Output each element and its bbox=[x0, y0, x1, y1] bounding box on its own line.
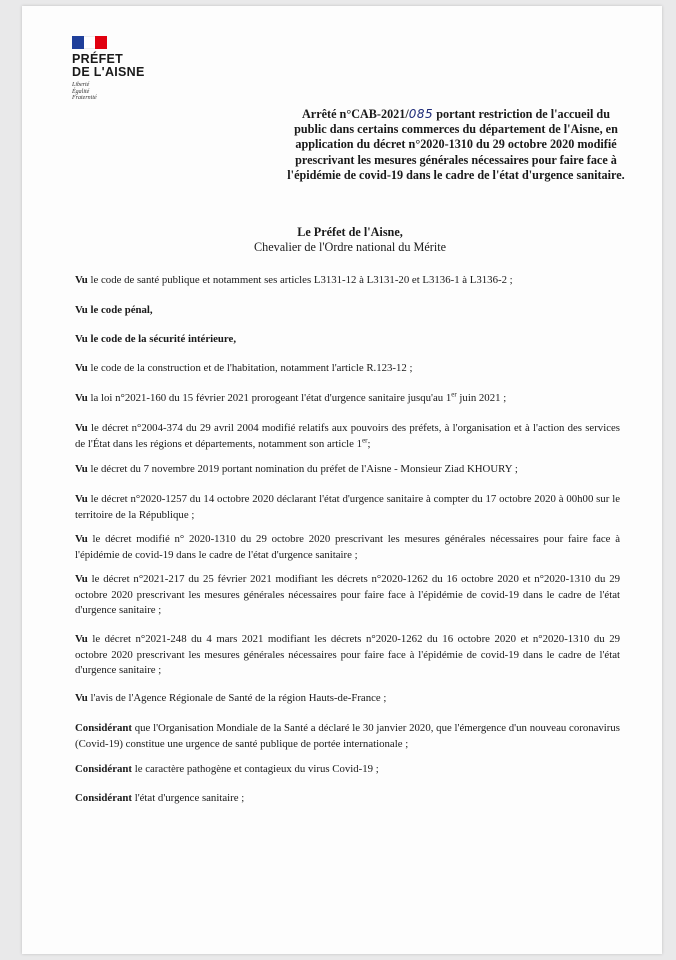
decree-title-rest: portant restriction de l'accueil du public dans certains commerces du département de l'Aisne, en application du décret n°2020-1310 du 29 octobre 2020 modifié prescrivant les mesures générales nécessaires pour faire face à l'épidémie de covid-19 dans le cadre de l'état d'urgence sanitaire. bbox=[287, 107, 625, 182]
handwritten-decree-number: 085 bbox=[408, 107, 434, 121]
recital-keyword: Considérant bbox=[75, 792, 132, 804]
recital-keyword: Vu bbox=[75, 692, 88, 704]
motto-fraternite: Fraternité bbox=[72, 95, 97, 101]
signatory-block bbox=[230, 225, 470, 255]
recital-keyword: Vu bbox=[75, 422, 88, 434]
recital-text: le décret n°2020-1257 du 14 octobre 2020 déclarant l'état d'urgence sanitaire à compter du 17 octobre 2020 à 00h00 sur le territoire de la République ; bbox=[75, 493, 620, 521]
recital-superscript: er bbox=[451, 390, 457, 399]
recital-vu bbox=[75, 572, 620, 619]
document-page bbox=[22, 6, 662, 954]
recital-considerant bbox=[75, 721, 620, 752]
recital-text: le code pénal, bbox=[87, 304, 153, 316]
logo-title-line2: DE L'AISNE bbox=[72, 65, 145, 79]
motto-egalite: Égalité bbox=[72, 88, 90, 95]
recital-text: la loi n°2021-160 du 15 février 2021 prorogeant l'état d'urgence sanitaire jusqu'au 1 bbox=[87, 392, 452, 404]
recital-vu bbox=[75, 273, 620, 289]
signatory-order: Chevalier de l'Ordre national du Mérite bbox=[253, 240, 447, 254]
recital-text: l'avis de l'Agence Régionale de Santé de la région Hauts-de-France ; bbox=[87, 692, 387, 704]
recital-keyword: Vu bbox=[75, 362, 88, 374]
recital-keyword: Vu bbox=[75, 493, 88, 505]
recital-vu bbox=[75, 421, 620, 452]
recital-text: que l'Organisation Mondiale de la Santé a déclaré le 30 janvier 2020, que l'émergence d'un nouveau coronavirus (Covid-19) constitue une urgence de santé publique de portée internationale ; bbox=[75, 722, 620, 750]
recital-vu bbox=[75, 532, 620, 563]
recital-keyword: Vu bbox=[75, 573, 88, 585]
recital-text: le décret modifié n° 2020-1310 du 29 octobre 2020 prescrivant les mesures générales nécessaires pour faire face à l'épidémie de covid-19 dans le cadre de l'état d'urgence sanitaire ; bbox=[75, 533, 620, 561]
recital-vu bbox=[75, 462, 620, 478]
recital-text-after: juin 2021 ; bbox=[456, 392, 507, 404]
recital-keyword: Considérant bbox=[75, 722, 132, 734]
recital-text: le décret n°2004-374 du 29 avril 2004 modifié relatifs aux pouvoirs des préfets, à l'organisation et à l'action des services de l'État dans les régions et départements, notamment son article 1 bbox=[75, 422, 620, 450]
recital-vu bbox=[75, 632, 620, 679]
recital-keyword: Vu bbox=[75, 304, 88, 316]
recital-vu bbox=[75, 361, 620, 377]
recital-text: le caractère pathogène et contagieux du virus Covid-19 ; bbox=[132, 763, 379, 775]
motto-liberte: Liberté bbox=[72, 82, 90, 88]
recital-vu bbox=[75, 691, 620, 707]
recital-text: le décret n°2021-217 du 25 février 2021 modifiant les décrets n°2020-1262 du 16 octobre 2020 et n°2020-1310 du 29 octobre 2020 prescrivant les mesures générales nécessaires pour faire face à l'épidémie de covid-19 dans le cadre de l'état d'urgence sanitaire ; bbox=[75, 573, 620, 616]
prefecture-logo bbox=[72, 36, 145, 102]
recital-text: le code de la sécurité intérieure, bbox=[87, 333, 237, 345]
recital-vu bbox=[75, 492, 620, 523]
logo-title-line1: PRÉFET bbox=[72, 52, 124, 66]
recital-keyword: Vu bbox=[75, 392, 88, 404]
recital-superscript: er bbox=[362, 435, 368, 444]
marianne-flag-icon bbox=[72, 36, 107, 49]
recital-considerant bbox=[75, 791, 620, 807]
recital-text: le code de santé publique et notamment ses articles L3131-12 à L3131-20 et L3136-1 à L3136-2 ; bbox=[87, 274, 513, 286]
recital-vu bbox=[75, 303, 620, 319]
recital-keyword: Considérant bbox=[75, 763, 132, 775]
recital-vu bbox=[75, 332, 620, 348]
recital-vu bbox=[75, 391, 620, 407]
recital-keyword: Vu bbox=[75, 463, 88, 475]
recital-text: le code de la construction et de l'habitation, notamment l'article R.123-12 ; bbox=[87, 362, 413, 374]
recital-keyword: Vu bbox=[75, 333, 88, 345]
recital-keyword: Vu bbox=[75, 533, 88, 545]
recital-keyword: Vu bbox=[75, 633, 88, 645]
signatory-name: Le Préfet de l'Aisne, bbox=[297, 225, 403, 239]
logo-title bbox=[72, 53, 145, 79]
recital-text: le décret du 7 novembre 2019 portant nomination du préfet de l'Aisne - Monsieur Ziad KHOURY ; bbox=[87, 463, 518, 475]
decree-title bbox=[287, 107, 625, 183]
logo-motto bbox=[72, 82, 145, 102]
recital-text: l'état d'urgence sanitaire ; bbox=[132, 792, 245, 804]
recital-text: le décret n°2021-248 du 4 mars 2021 modifiant les décrets n°2020-1262 du 16 octobre 2020 et n°2020-1310 du 29 octobre 2020 prescrivant les mesures générales nécessaires pour faire face à l'épidémie de covid-19 dans le cadre de l'état d'urgence sanitaire ; bbox=[75, 633, 620, 676]
recital-text-after: ; bbox=[367, 437, 371, 450]
recital-considerant bbox=[75, 762, 620, 778]
recital-keyword: Vu bbox=[75, 274, 88, 286]
decree-title-prefix: Arrêté n°CAB-2021/ bbox=[302, 107, 409, 121]
